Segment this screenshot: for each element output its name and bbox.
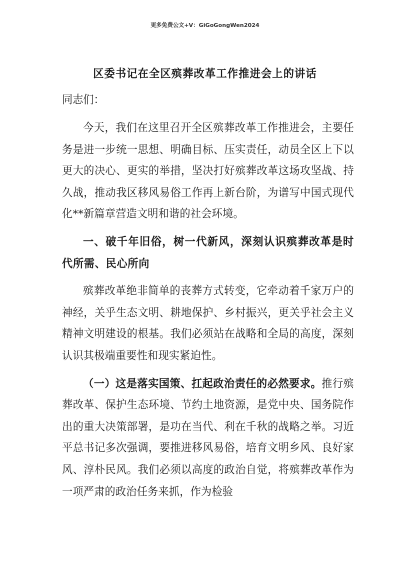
point-1-heading: （一）这是落实国策、扛起政治责任的必然要求。 — [83, 377, 322, 390]
section-1-paragraph: 殡葬改革绝非简单的丧葬方式转变，它牵动着千家万户的神经，关乎生态文明、耕地保护、乡村振兴，更关乎社会主义精神文明建设的根基。我们必须站在战略和全局的高度，深刻认识其极端重要性和现实紧迫性。 — [62, 285, 354, 362]
salutation: 同志们： — [62, 94, 105, 106]
point-1-paragraph — [62, 374, 354, 504]
section-heading-1: 一、破千年旧俗，树一代新风，深刻认识殡葬改革是时代所需、民心所向 — [62, 235, 354, 270]
header-watermark: 更多免费公文+V：GiGoGongWen2024 — [150, 23, 260, 29]
point-1-text: 推行殡葬改革、保护生态环境、节约土地资源，是党中央、国务院作出的重大决策部署，是功在当代、利在千秋的战略之举。习近平总书记多次强调，要推进移风易俗，培育文明乡风、良好家风、淳朴民风。我们必须以高度的政治自觉，将殡葬改革作为一项严肃的政治任务来抓，作为检验 — [62, 377, 354, 498]
document-title: 区委书记在全区殡葬改革工作推进会上的讲话 — [93, 68, 317, 80]
opening-paragraph: 今天，我们在这里召开全区殡葬改革工作推进会，主要任务是进一步统一思想、明确目标、压实责任，动员全区上下以更大的决心、更实的举措，坚决打好殡葬改革这场攻坚战、持久战，推动我区移风易俗工作再上新台阶，为谱写中国式现代化**新篇章营造文明和谐的社会环境。 — [62, 122, 354, 221]
document-body — [62, 92, 354, 503]
